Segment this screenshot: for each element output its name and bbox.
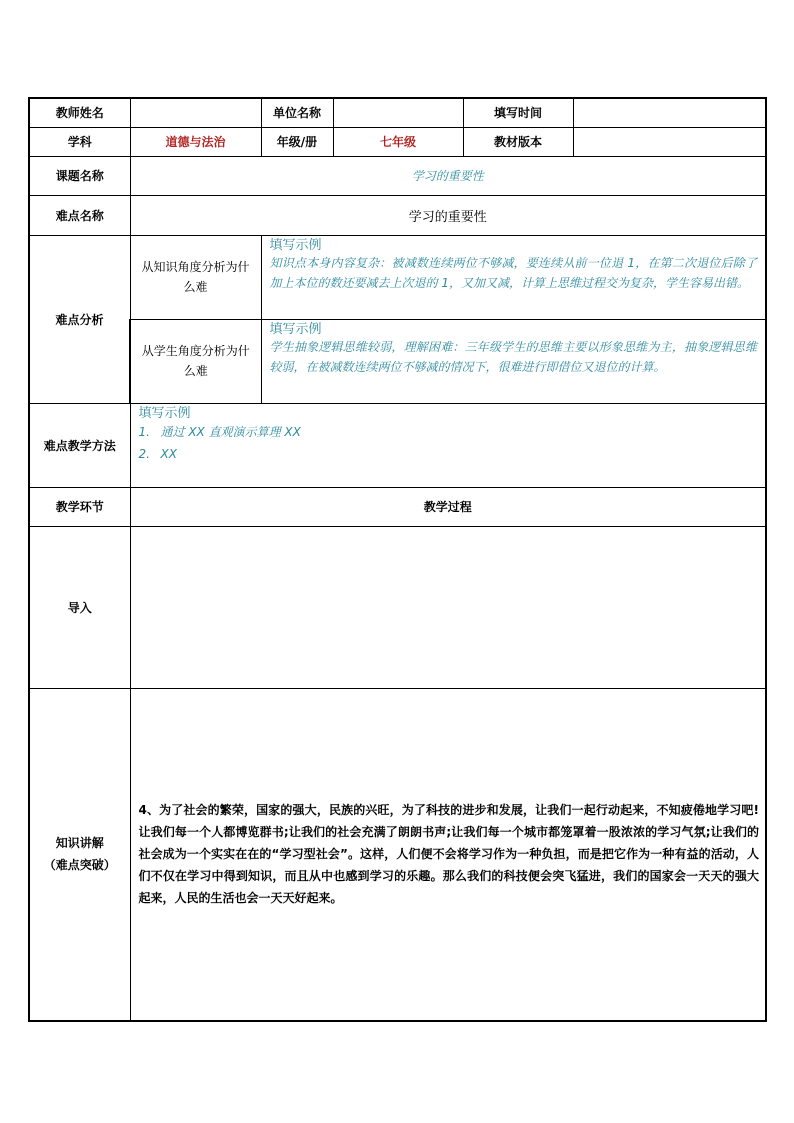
info-row-2 (29, 127, 766, 156)
knowledge-angle-cell[interactable] (261, 235, 766, 319)
lesson-title-value[interactable]: 学习的重要性 (130, 156, 766, 195)
explain-label-line2: （难点突破） (43, 858, 116, 873)
student-hint-title: 填写示例 (269, 321, 322, 337)
unit-name-label: 单位名称 (261, 98, 333, 127)
method-list (139, 421, 758, 465)
knowledge-hint-title: 填写示例 (269, 237, 322, 253)
edition-field[interactable] (573, 127, 766, 156)
analysis-student-row (29, 319, 766, 403)
difficulty-row (29, 195, 766, 235)
teaching-method-label: 难点教学方法 (29, 403, 130, 487)
grade-value[interactable]: 七年级 (333, 127, 463, 156)
analysis-knowledge-row (29, 235, 766, 319)
method-item: 1. 通过 XX 直观演示算理 XX (138, 424, 301, 439)
subject-label: 学科 (29, 127, 130, 156)
unit-name-field[interactable] (333, 98, 463, 127)
teaching-method-cell[interactable] (130, 403, 766, 487)
subject-value[interactable]: 道德与法治 (130, 127, 261, 156)
intro-stage-label: 导入 (29, 526, 130, 688)
knowledge-angle-label: 从知识角度分析为什么难 (130, 235, 261, 319)
lesson-row (29, 156, 766, 195)
student-angle-cell[interactable] (261, 319, 766, 403)
teaching-stage-header: 教学环节 (29, 487, 130, 526)
method-row (29, 403, 766, 487)
teacher-name-label: 教师姓名 (29, 98, 130, 127)
lesson-plan-table (28, 97, 767, 1022)
intro-row (29, 526, 766, 688)
grade-label: 年级/册 (261, 127, 333, 156)
intro-content-cell[interactable] (130, 526, 766, 688)
explain-content-cell[interactable]: 4、为了社会的繁荣，国家的强大，民族的兴旺，为了科技的进步和发展，让我们一起行动起来，不知疲倦地学习吧!让我们每一个人都博览群书;让我们的社会充满了朗朗书声;让我们每一个城市都笼罩着一股浓浓的学习气氛;让我们的社会成为一个实实在在的“学习型社会”。这样，人们便不会将学习作为一种负担，而是把它作为一种有益的活动，人们不仅在学习中得到知识，而且从中也感到学习的乐趣。那么我们的科技便会突飞猛进，我们的国家会一天天的强大起来，人民的生活也会一天天好起来。 (130, 688, 766, 1021)
process-header-row (29, 487, 766, 526)
fill-date-field[interactable] (573, 98, 766, 127)
knowledge-hint-text: 知识点本身内容复杂：被减数连续两位不够减，要连续从前一位退 1，在第二次退位后除了加上本位的数还要减去上次退的 1，又加又减，计算上思维过程交为复杂，学生容易出错。 (269, 255, 757, 290)
lesson-title-label: 课题名称 (29, 156, 130, 195)
teaching-process-header: 教学过程 (130, 487, 766, 526)
edition-label: 教材版本 (463, 127, 573, 156)
difficulty-name-label: 难点名称 (29, 195, 130, 235)
teacher-name-field[interactable] (130, 98, 261, 127)
method-hint-title: 填写示例 (138, 405, 191, 421)
info-row-1 (29, 98, 766, 127)
student-hint-text: 学生抽象逻辑思维较弱，理解困难：三年级学生的思维主要以形象思维为主，抽象逻辑思维较弱，在被减数连续两位不够减的情况下，很难进行即借位又退位的计算。 (269, 339, 757, 374)
fill-date-label: 填写时间 (463, 98, 573, 127)
explain-label-line1: 知识讲解 (55, 836, 104, 851)
explain-row (29, 688, 766, 1021)
explain-stage-label (29, 688, 130, 1021)
difficulty-name-value[interactable]: 学习的重要性 (130, 195, 766, 235)
student-angle-label: 从学生角度分析为什么难 (130, 319, 261, 403)
method-item: 2. XX (138, 446, 177, 461)
difficulty-analysis-label: 难点分析 (29, 235, 130, 403)
